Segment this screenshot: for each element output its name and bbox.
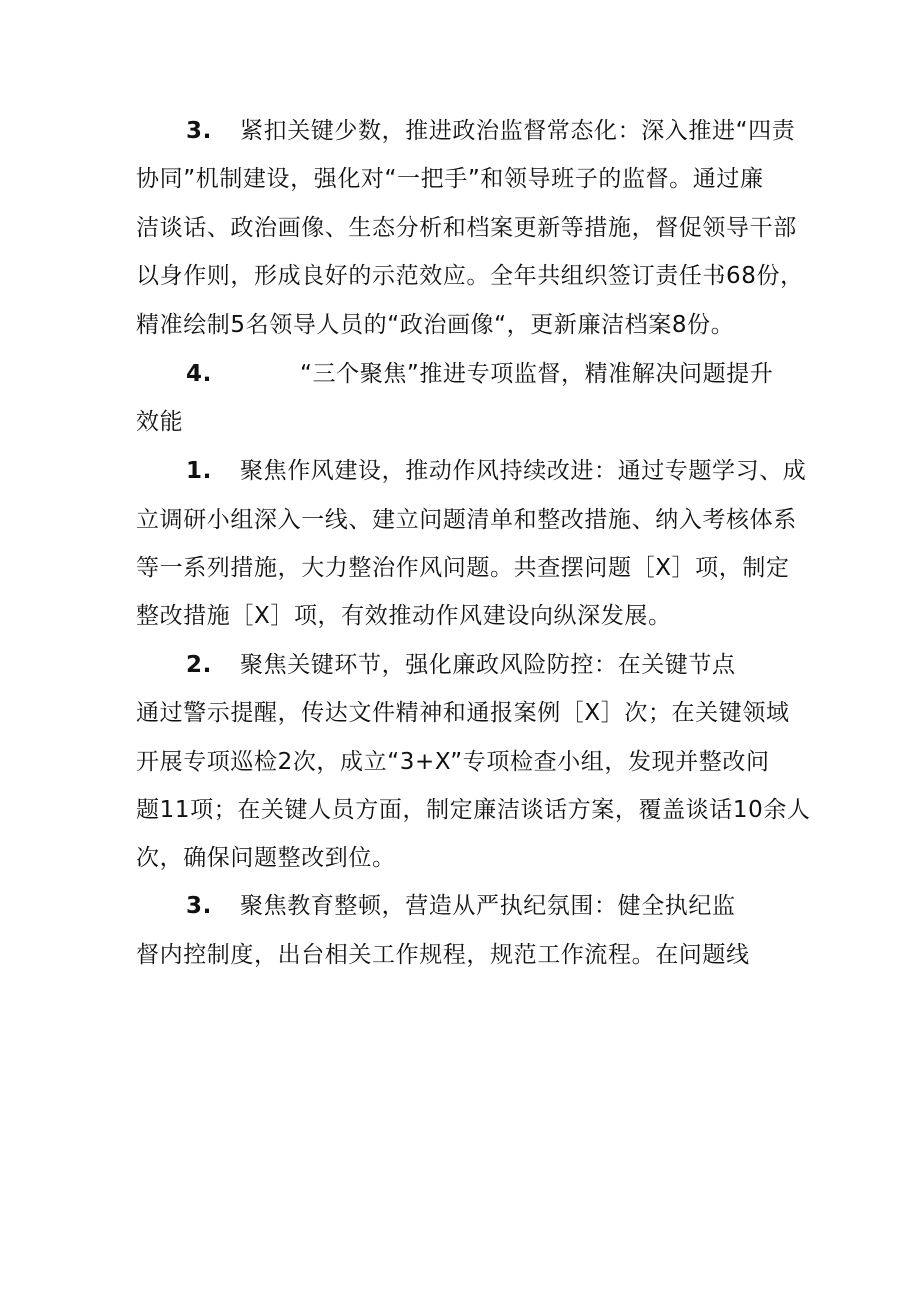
item3-text-line: 以身作则，形成良好的示范效应。全年共组织签订责任书68份， xyxy=(136,263,804,289)
sub2-text-line: 开展专项巡检2次，成立“3+X”专项检查小组，发现并整改问 xyxy=(136,749,770,775)
sub2-number: 2. xyxy=(186,652,212,678)
sub3-number: 3. xyxy=(186,893,212,919)
sub2-heading-text: 聚焦关键环节，强化廉政风险防控：在关键节点 xyxy=(240,652,736,678)
item3-number: 3. xyxy=(186,118,212,144)
sub1-text-line: 立调研小组深入一线、建立问题清单和整改措施、纳入考核体系 xyxy=(136,507,797,533)
sub1-number: 1. xyxy=(186,458,212,484)
sub1-heading-text: 聚焦作风建设，推动作风持续改进：通过专题学习、成 xyxy=(240,458,807,484)
item4-text-line: 效能 xyxy=(136,409,184,435)
item4-number: 4. xyxy=(186,361,212,387)
item3-heading-text: 紧扣关键少数，推进政治监督常态化：深入推进“四责 xyxy=(240,118,796,144)
item3-text-line: 协同”机制建设，强化对“一把手”和领导班子的监督。通过廉 xyxy=(136,166,764,192)
item3-text-line: 洁谈话、政治画像、生态分析和档案更新等措施，督促领导干部 xyxy=(136,215,797,241)
sub3-text-line: 督内控制度，出台相关工作规程，规范工作流程。在问题线 xyxy=(136,942,750,968)
sub1-text-line: 等一系列措施，大力整治作风问题。共查摆问题［X］项，制定 xyxy=(136,555,790,581)
item3-text-line: 精准绘制5名领导人员的“政治画像“，更新廉洁档案8份。 xyxy=(136,312,735,338)
sub2-text-line: 通过警示提醒，传达文件精神和通报案例［X］次；在关键领域 xyxy=(136,700,790,726)
sub2-text-line: 题11项；在关键人员方面，制定廉洁谈话方案，覆盖谈话10余人 xyxy=(136,797,811,823)
sub2-text-line: 次，确保问题整改到位。 xyxy=(136,845,396,871)
item4-heading-text: “三个聚焦”推进专项监督，精准解决问题提升 xyxy=(300,361,774,387)
sub1-text-line: 整改措施［X］项，有效推动作风建设向纵深发展。 xyxy=(136,603,672,629)
sub3-heading-text: 聚焦教育整顿，营造从严执纪氛围：健全执纪监 xyxy=(240,893,736,919)
